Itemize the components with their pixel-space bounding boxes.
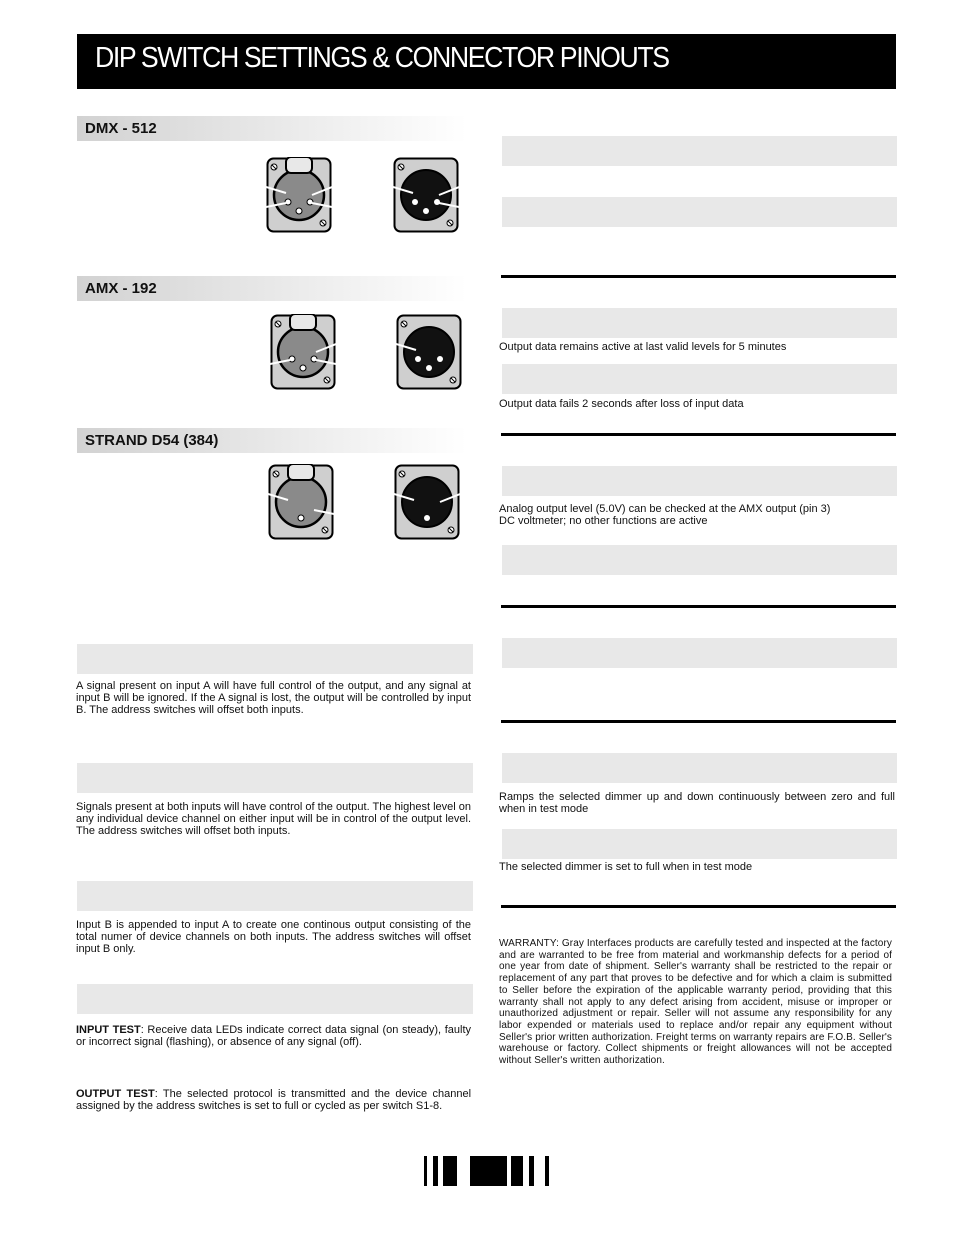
mode-band xyxy=(77,763,473,793)
xlr-female-connector-icon xyxy=(266,157,332,233)
analog-output-text-line2: DC voltmeter; no other functions are active xyxy=(499,515,708,527)
output-test-label: OUTPUT TEST xyxy=(76,1088,155,1100)
xlr-male-connector-icon xyxy=(394,464,460,540)
input-test-description: : Receive data LEDs indicate correct data signal (on steady), faulty or incorrect signal (flashing), or absence of any signal (off). xyxy=(76,1024,471,1048)
fail-output-text: Output data fails 2 seconds after loss of input data xyxy=(499,398,744,410)
divider-rule xyxy=(501,905,896,908)
barcode-icon xyxy=(424,1156,552,1186)
title-bar xyxy=(77,34,896,89)
section-title-strand: STRAND D54 (384) xyxy=(85,432,219,449)
section-header-amx xyxy=(77,276,467,301)
full-mode-text: The selected dimmer is set to full when in test mode xyxy=(499,861,753,873)
divider-rule xyxy=(501,720,896,723)
mode-band xyxy=(77,881,473,911)
switch-band xyxy=(502,638,897,668)
switch-band xyxy=(502,364,897,394)
mode-band xyxy=(77,644,473,674)
divider-rule xyxy=(501,605,896,608)
mode-a-priority-text: A signal present on input A will have full control of the output, and any signal at input B will be ignored. If the A signal is lost, the output will be controlled by input B. The address switches will offset both inputs. xyxy=(76,680,471,716)
test-band xyxy=(77,984,473,1014)
divider-rule xyxy=(501,275,896,278)
switch-band xyxy=(502,545,897,575)
section-title-amx: AMX - 192 xyxy=(85,280,157,297)
xlr-male-connector-icon xyxy=(396,314,462,390)
switch-band xyxy=(502,829,897,859)
mode-append-text: Input B is appended to input A to create one continous output consisting of the total numer of device channels on both inputs. The address switches will offset input B only. xyxy=(76,919,471,955)
xlr-female-connector-icon xyxy=(270,314,336,390)
section-header-dmx xyxy=(77,116,467,141)
switch-band xyxy=(502,466,897,496)
switch-band xyxy=(502,308,897,338)
output-test-description: : The selected protocol is transmitted and the device channel assigned by the address switches is set to full or cycled as per switch S1-8. xyxy=(76,1088,472,1112)
input-test-text xyxy=(76,1024,471,1048)
page-title: DIP SWITCH SETTINGS & CONNECTOR PINOUTS xyxy=(95,42,669,74)
ramp-mode-text: Ramps the selected dimmer up and down continuously between zero and full when in test mode xyxy=(499,791,895,815)
output-test-text xyxy=(76,1088,471,1112)
hold-output-text: Output data remains active at last valid levels for 5 minutes xyxy=(499,341,787,353)
input-test-label: INPUT TEST xyxy=(76,1024,141,1036)
xlr-female-connector-icon xyxy=(268,464,334,540)
divider-rule xyxy=(501,433,896,436)
switch-band xyxy=(502,197,897,227)
section-title-dmx: DMX - 512 xyxy=(85,120,157,137)
section-header-strand xyxy=(77,428,467,453)
warranty-text: WARRANTY: Gray Interfaces products are carefully tested and inspected at the factory and are warranted to be free from material and workmanship defects for a period of one year from date of shipment. Seller's warranty shall be restricted to the repair or replacement of any part that proves to be defective and for which a claim is submitted to Seller before the expiration of the applicable warranty period, providing that this warranty shall not apply to any defect arising from accident, misuse or improper or unauthorized adjustment or repair. Seller will not assume any responsibility for any labor expended or materials used to replace and/or repair any equipment without Seller's prior written authorization. Freight terms on warranty repairs are F.O.B. Seller's warehouse or factory. Collect shipments or freight allowances will not be accepted without Seller's written authorization. xyxy=(499,938,892,1067)
analog-output-text-line1: Analog output level (5.0V) can be checked at the AMX output (pin 3) xyxy=(499,503,831,515)
xlr-male-connector-icon xyxy=(393,157,459,233)
mode-htp-text: Signals present at both inputs will have control of the output. The highest level on any individual device channel on either input will be in control of the output level. The address switches will offset both inputs. xyxy=(76,801,471,837)
switch-band xyxy=(502,753,897,783)
switch-band xyxy=(502,136,897,166)
